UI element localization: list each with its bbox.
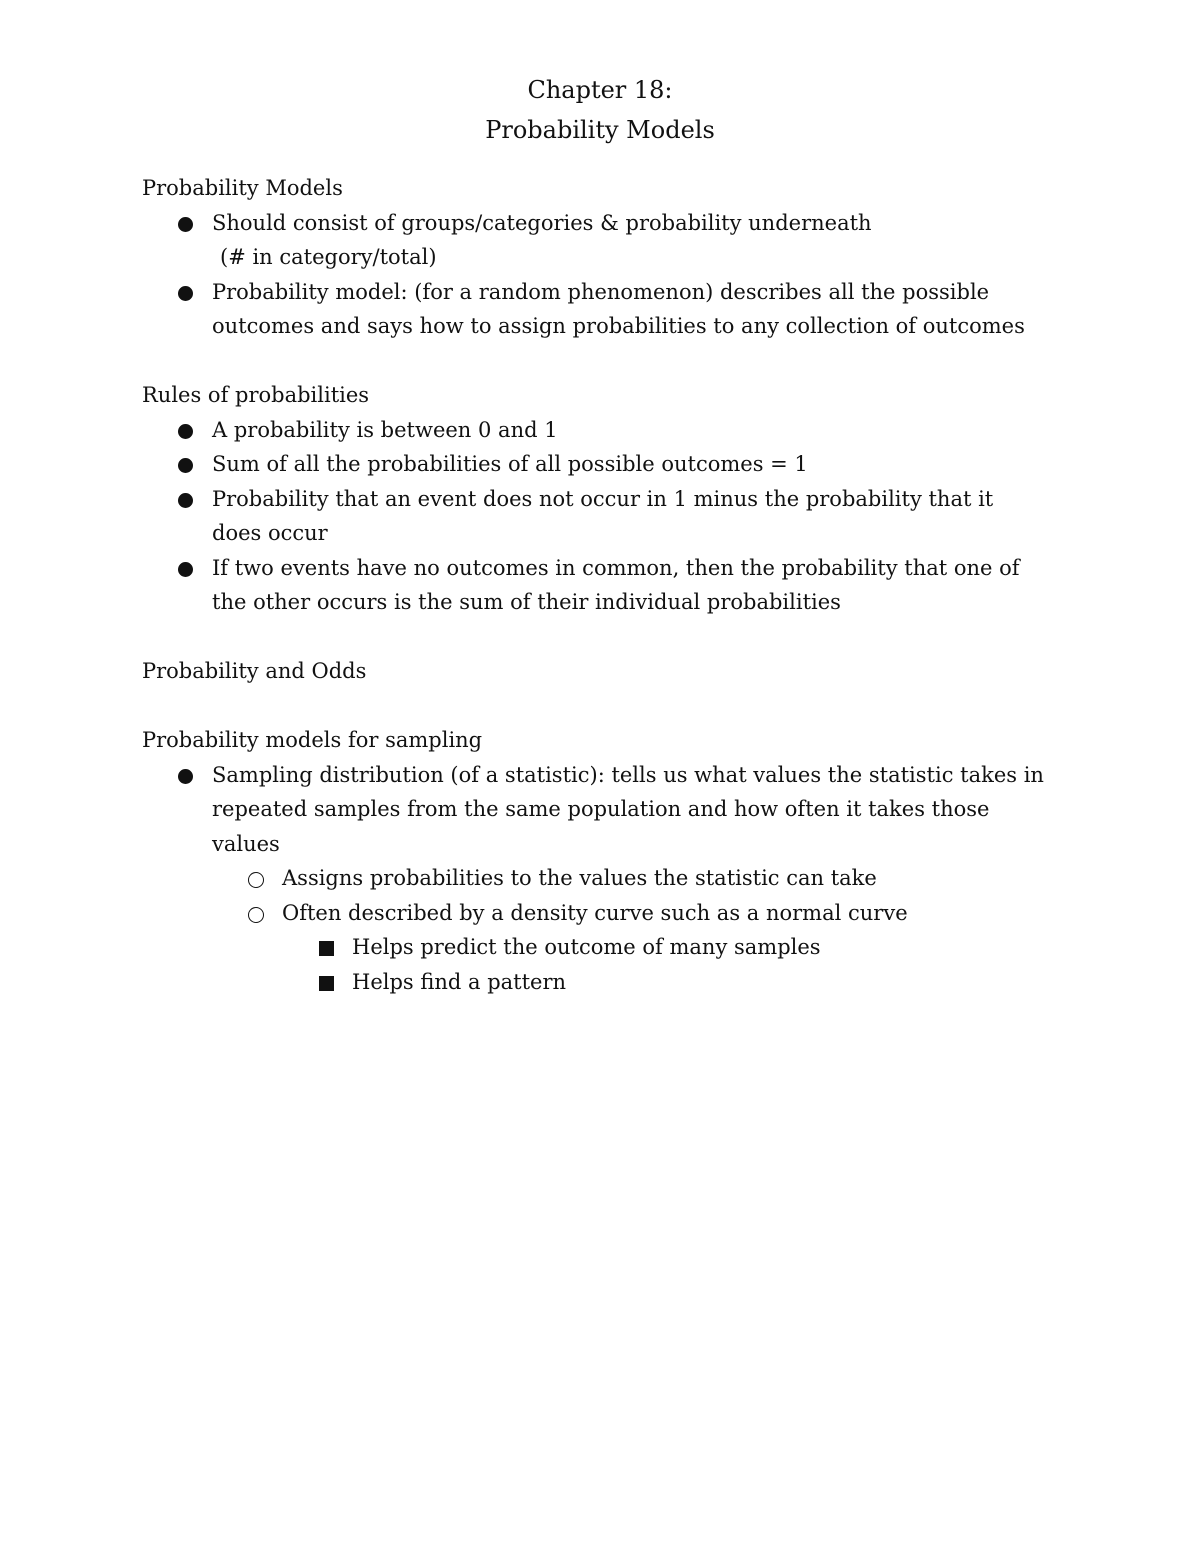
bullet-list <box>142 206 1062 344</box>
section-rules-of-probabilities <box>142 378 1062 620</box>
section-probability-models <box>142 171 1062 344</box>
filled-bullet-icon <box>178 424 193 439</box>
bullet-text: (# in category/total) <box>220 245 437 269</box>
bullet-text: Sampling distribution (of a statistic): tells us what values the statistic takes in <box>212 762 1044 787</box>
hollow-circle-bullet-icon <box>248 907 264 923</box>
bullet-text: A probability is between 0 and 1 <box>212 417 558 442</box>
hollow-circle-bullet-icon <box>248 872 264 888</box>
list-item <box>142 482 1062 551</box>
section-heading: Probability Models <box>142 176 343 200</box>
bullet-list <box>142 758 1062 862</box>
bullet-text: Should consist of groups/categories & probability underneath <box>212 210 872 235</box>
list-item <box>142 551 1062 620</box>
list-item <box>282 965 1062 1000</box>
section-probability-models-for-sampling <box>142 723 1062 999</box>
bullet-text: Sum of all the probabilities of all possible outcomes = 1 <box>212 452 808 476</box>
list-item <box>212 861 1062 896</box>
list-item <box>142 413 1062 448</box>
sub-sub-bullet-text: Helps predict the outcome of many samples <box>352 935 821 959</box>
bullet-text: Probability that an event does not occur in 1 minus the probability that it <box>212 486 994 511</box>
bullet-text: repeated samples from the same population and how often it takes those <box>212 797 990 821</box>
bullet-text: outcomes and says how to assign probabilities to any collection of outcomes <box>212 314 1025 338</box>
filled-bullet-icon <box>178 562 193 577</box>
document-title <box>0 70 1200 150</box>
section-heading: Probability models for sampling <box>142 728 483 752</box>
bullet-text: Probability model: (for a random phenomenon) describes all the possible <box>212 279 990 304</box>
document-body <box>142 171 1062 1034</box>
bullet-text: If two events have no outcomes in common, then the probability that one of <box>212 555 1020 580</box>
square-bullet-icon <box>319 976 334 991</box>
sub-bullet-text: Often described by a density curve such as a normal curve <box>282 900 908 925</box>
filled-bullet-icon <box>178 286 193 301</box>
square-bullet-icon <box>319 941 334 956</box>
bullet-list <box>142 413 1062 620</box>
title-topic: Probability Models <box>485 116 715 144</box>
list-item <box>142 758 1062 862</box>
section-heading: Rules of probabilities <box>142 383 370 407</box>
filled-bullet-icon <box>178 458 193 473</box>
title-chapter: Chapter 18: <box>527 76 673 104</box>
bullet-text: the other occurs is the sum of their individual probabilities <box>212 590 841 614</box>
filled-bullet-icon <box>178 493 193 508</box>
list-item <box>142 275 1062 344</box>
filled-bullet-icon <box>178 769 193 784</box>
sub-bullet-list <box>212 861 1062 930</box>
list-item <box>142 447 1062 482</box>
bullet-text: values <box>212 831 280 856</box>
section-probability-and-odds <box>142 654 1062 689</box>
bullet-text: does occur <box>212 521 328 545</box>
list-item <box>282 930 1062 965</box>
sub-sub-bullet-list <box>282 930 1062 999</box>
filled-bullet-icon <box>178 217 193 232</box>
sub-bullet-text: Assigns probabilities to the values the statistic can take <box>282 866 877 890</box>
section-heading: Probability and Odds <box>142 659 367 683</box>
sub-sub-bullet-text: Helps find a pattern <box>352 969 567 994</box>
list-item <box>142 206 1062 275</box>
list-item <box>212 896 1062 931</box>
